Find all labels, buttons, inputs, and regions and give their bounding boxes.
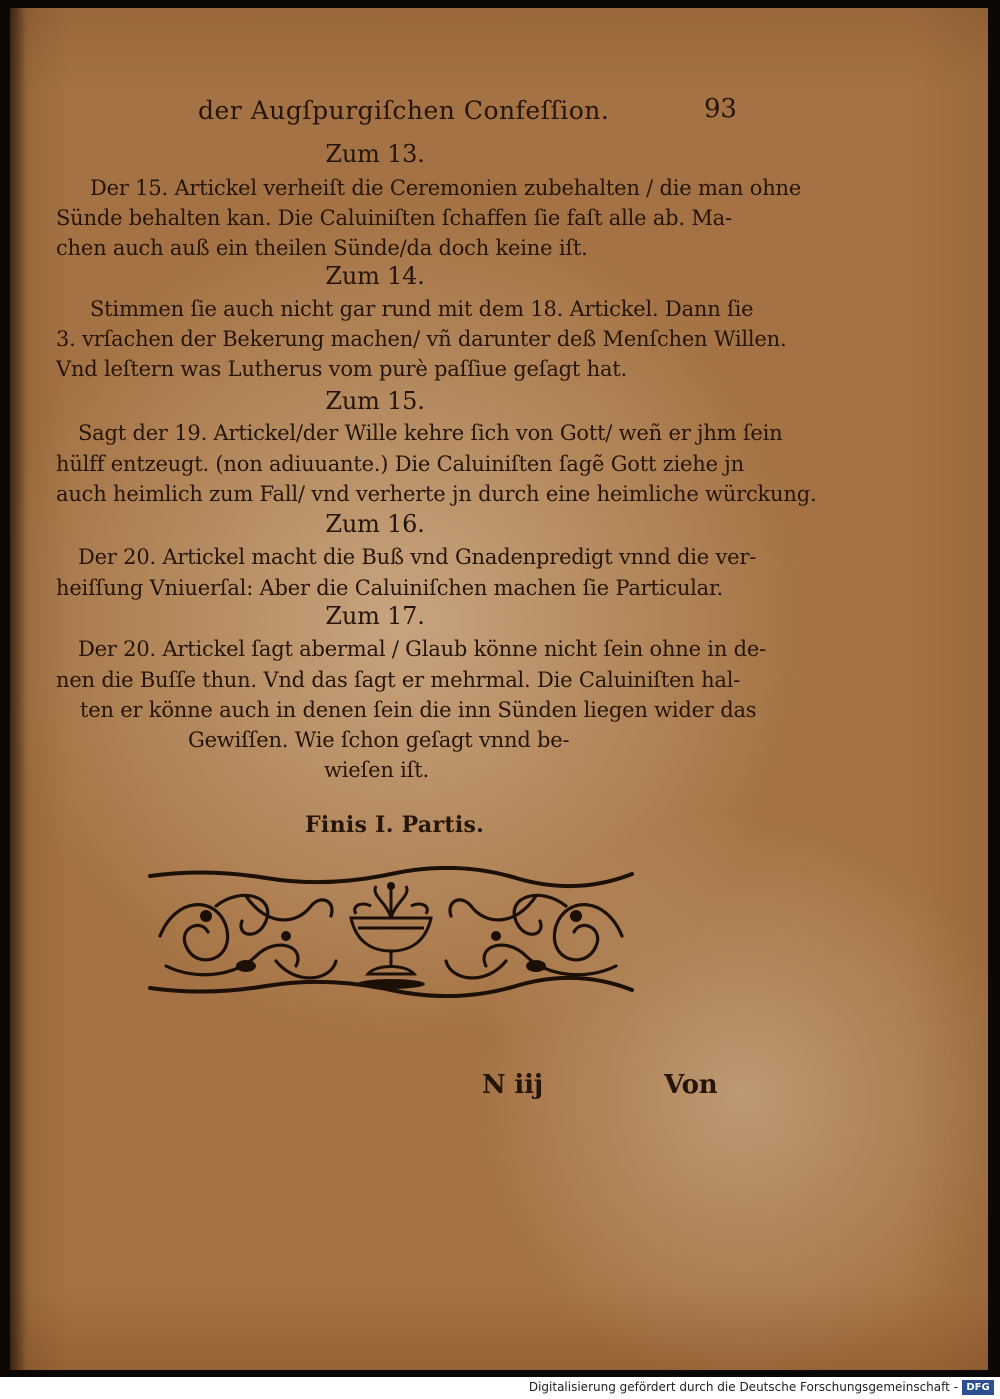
text-line: Sünde behalten kan. Die Caluiniſten ſchaffen ſie faſt alle ab. Ma- [56,206,732,230]
section-heading: Zum 14. [325,262,425,290]
running-head: der Augſpurgiſchen Confeſſion. [198,96,610,125]
text-line: 3. vrſachen der Bekerung machen/ vñ darunter deß Menſchen Willen. [56,327,787,351]
text-line: Vnd leſtern was Lutherus vom purè paſſiue geſagt hat. [56,357,627,381]
page-number: 93 [704,94,737,124]
ornament-vignette-icon [146,866,636,998]
text-line: Sagt der 19. Artickel/der Wille kehre ſich von Gott/ weñ er jhm ſein [78,421,783,445]
footer-credit: Digitalisierung gefördert durch die Deutsche Forschungsgemeinschaft - [528,1380,958,1394]
text-line: Stimmen ſie auch nicht gar rund mit dem 18. Artickel. Dann ſie [90,297,754,321]
spine-shadow [10,8,26,1370]
section-heading: Zum 13. [325,140,425,168]
finis-closing: Finis I. Partis. [305,812,485,838]
text-line: wieſen iſt. [324,758,429,782]
text-line: Der 15. Artickel verheiſt die Ceremonien zubehalten / die man ohne [90,176,802,200]
text-line: ten er könne auch in denen ſein die inn Sünden liegen wider das [80,698,757,722]
section-heading: Zum 16. [325,510,425,538]
text-line: heiſſung Vniuerſal: Aber die Caluiniſchen machen ſie Particular. [56,576,723,600]
text-line: auch heimlich zum Fall/ vnd verherte jn durch eine heimliche würckung. [56,482,817,506]
section-heading: Zum 15. [325,387,425,415]
signature-mark: N iij [482,1070,543,1100]
text-line: Gewiſſen. Wie ſchon geſagt vnnd be- [188,728,570,752]
text-line: chen auch auß ein theilen Sünde/da doch keine iſt. [56,236,588,260]
text-line: hülff entzeugt. (non adiuuante.) Die Caluiniſten ſagẽ Gott ziehe jn [56,452,744,476]
dfg-logo-icon: DFG [962,1380,994,1395]
text-line: Der 20. Artickel ſagt abermal / Glaub könne nicht ſein ohne in de- [78,637,766,661]
footer-bar [0,1377,1000,1399]
text-line: Der 20. Artickel macht die Buß vnd Gnadenpredigt vnnd die ver- [78,545,757,569]
text-line: nen die Buſſe thun. Vnd das ſagt er mehrmal. Die Caluiniſten hal- [56,668,741,692]
catchword: Von [664,1070,718,1100]
section-heading: Zum 17. [325,602,425,630]
